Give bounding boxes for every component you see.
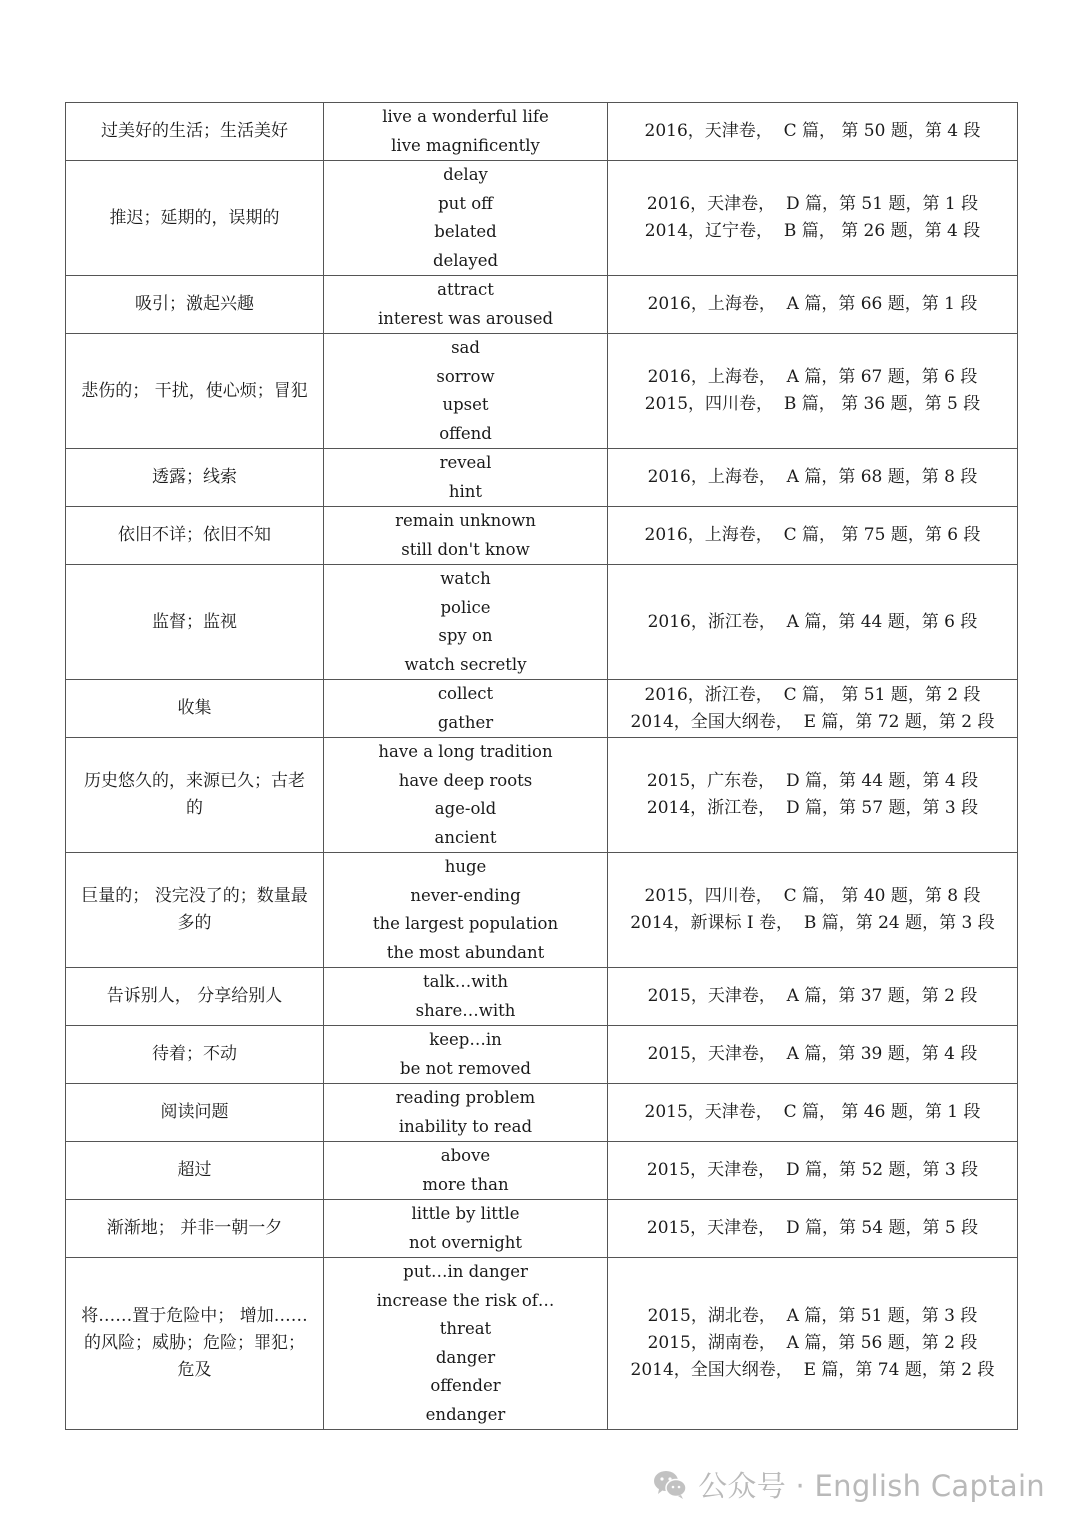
table-row <box>66 161 1018 276</box>
english-expression: keep…in <box>429 1030 502 1049</box>
english-expressions-cell <box>324 507 608 565</box>
table-row <box>66 276 1018 334</box>
chinese-meaning: 巨量的； 没完没了的；数量最多的 <box>81 886 308 933</box>
english-expression: never-ending <box>410 885 521 905</box>
table-row <box>66 103 1018 161</box>
english-expression: remain unknown <box>395 511 536 530</box>
english-expression: be not removed <box>400 1058 531 1078</box>
english-expressions-cell <box>324 1200 608 1258</box>
watermark-text: 公众号 · English Captain <box>698 1468 1045 1503</box>
chinese-meaning: 透露；线索 <box>152 467 237 487</box>
exam-source: 2016，浙江卷， A 篇，第 44 题，第 6 段 <box>647 611 978 632</box>
english-expressions-cell <box>324 276 608 334</box>
english-expression: upset <box>442 395 489 414</box>
source-cell <box>608 103 1018 161</box>
exam-source: 2014，全国大纲卷， E 篇，第 74 题，第 2 段 <box>630 1360 995 1380</box>
chinese-meaning-cell <box>66 1258 324 1430</box>
english-expressions-cell <box>324 968 608 1026</box>
vocabulary-table <box>65 102 1018 1430</box>
english-expression: have a long tradition <box>378 742 553 761</box>
exam-source: 2014，新课标 I 卷， B 篇，第 24 题，第 3 段 <box>630 913 995 933</box>
chinese-meaning-cell <box>66 738 324 853</box>
english-expression: inability to read <box>398 1116 533 1136</box>
exam-source: 2015，湖北卷， A 篇，第 51 题，第 3 段 <box>647 1306 978 1326</box>
chinese-meaning-cell <box>66 276 324 334</box>
english-expressions-cell <box>324 103 608 161</box>
english-expression: sorrow <box>436 366 495 386</box>
english-expression: interest was aroused <box>377 308 554 328</box>
chinese-meaning-cell <box>66 680 324 738</box>
english-expression: more than <box>422 1174 509 1194</box>
chinese-meaning-cell <box>66 1200 324 1258</box>
exam-source: 2016，浙江卷， C 篇， 第 51 题，第 2 段 <box>644 684 981 705</box>
english-expression: belated <box>434 222 497 241</box>
chinese-meaning-cell <box>66 853 324 968</box>
source-cell <box>608 1142 1018 1200</box>
chinese-meaning: 历史悠久的，来源已久；古老的 <box>84 771 305 818</box>
english-expression: hint <box>448 481 483 501</box>
english-expression: the largest population <box>372 914 559 933</box>
english-expressions-cell <box>324 449 608 507</box>
source-cell <box>608 853 1018 968</box>
chinese-meaning-cell <box>66 1084 324 1142</box>
english-expression: watch secretly <box>404 654 527 674</box>
english-expression: ancient <box>434 827 497 847</box>
english-expression: talk…with <box>423 972 508 991</box>
chinese-meaning: 推迟；延期的，误期的 <box>109 207 280 228</box>
table-row <box>66 853 1018 968</box>
english-expression: danger <box>435 1347 496 1367</box>
chinese-meaning-cell <box>66 334 324 449</box>
source-cell <box>608 738 1018 853</box>
exam-source: 2015，四川卷， B 篇， 第 36 题，第 5 段 <box>644 394 981 414</box>
english-expression: live a wonderful life <box>382 107 549 126</box>
english-expression: attract <box>437 280 494 299</box>
source-cell <box>608 276 1018 334</box>
english-expressions-cell <box>324 161 608 276</box>
chinese-meaning: 依旧不详；依旧不知 <box>118 525 271 545</box>
english-expressions-cell <box>324 853 608 968</box>
exam-source: 2016，上海卷， A 篇，第 67 题，第 6 段 <box>647 367 978 387</box>
english-expression: endanger <box>425 1404 506 1424</box>
source-cell <box>608 1258 1018 1430</box>
table-row <box>66 334 1018 449</box>
table-row <box>66 1142 1018 1200</box>
english-expressions-cell <box>324 1084 608 1142</box>
english-expression: reading problem <box>395 1088 536 1107</box>
exam-source: 2016，上海卷， A 篇，第 68 题，第 8 段 <box>647 467 978 487</box>
table-row <box>66 1026 1018 1084</box>
chinese-meaning-cell <box>66 1142 324 1200</box>
chinese-meaning: 监督；监视 <box>152 611 237 632</box>
exam-source: 2015，天津卷， A 篇，第 39 题，第 4 段 <box>647 1044 978 1064</box>
exam-source: 2016，上海卷， C 篇， 第 75 题，第 6 段 <box>644 525 981 545</box>
table-row <box>66 507 1018 565</box>
chinese-meaning: 告诉别人， 分享给别人 <box>106 986 283 1006</box>
table-row <box>66 968 1018 1026</box>
source-cell <box>608 968 1018 1026</box>
chinese-meaning: 吸引；激起兴趣 <box>135 294 254 314</box>
english-expression: sad <box>451 338 480 357</box>
english-expression: the most abundant <box>386 942 545 962</box>
chinese-meaning-cell <box>66 968 324 1026</box>
exam-source: 2015，湖南卷， A 篇，第 56 题，第 2 段 <box>647 1333 978 1353</box>
english-expression: delay <box>443 165 488 184</box>
exam-source: 2015，天津卷， C 篇， 第 46 题，第 1 段 <box>644 1102 981 1122</box>
english-expression: still don't know <box>401 539 530 559</box>
chinese-meaning: 收集 <box>177 698 212 718</box>
english-expression: age-old <box>434 799 497 818</box>
source-cell <box>608 1026 1018 1084</box>
table-row <box>66 1084 1018 1142</box>
english-expression: live magnificently <box>391 135 540 155</box>
english-expression: delayed <box>432 250 499 270</box>
english-expression: offend <box>439 423 492 443</box>
chinese-meaning-cell <box>66 449 324 507</box>
exam-source: 2015，天津卷， D 篇，第 54 题，第 5 段 <box>646 1218 979 1238</box>
table-row <box>66 565 1018 680</box>
source-cell <box>608 449 1018 507</box>
source-cell <box>608 161 1018 276</box>
chinese-meaning: 渐渐地； 并非一朝一夕 <box>106 1218 283 1238</box>
english-expression: increase the risk of… <box>376 1290 555 1310</box>
source-cell <box>608 565 1018 680</box>
english-expression: not overnight <box>408 1232 523 1252</box>
english-expression: reveal <box>439 453 492 472</box>
table-row <box>66 1258 1018 1430</box>
source-cell <box>608 1200 1018 1258</box>
english-expressions-cell <box>324 1258 608 1430</box>
source-cell <box>608 334 1018 449</box>
chinese-meaning: 悲伤的； 干扰，使心烦；冒犯 <box>81 380 308 401</box>
exam-source: 2016，天津卷， D 篇，第 51 题，第 1 段 <box>646 194 979 214</box>
english-expression: threat <box>439 1319 492 1338</box>
english-expression: have deep roots <box>398 770 533 790</box>
vocabulary-table-body <box>66 103 1018 1430</box>
chinese-meaning-cell <box>66 161 324 276</box>
table-row <box>66 738 1018 853</box>
exam-source: 2014，浙江卷， D 篇，第 57 题，第 3 段 <box>646 798 979 818</box>
chinese-meaning: 将……置于危险中； 增加……的风险；威胁；危险；罪犯；危及 <box>81 1306 308 1380</box>
english-expression: police <box>440 597 491 617</box>
english-expression: collect <box>437 684 494 703</box>
english-expressions-cell <box>324 334 608 449</box>
exam-source: 2016，天津卷， C 篇， 第 50 题，第 4 段 <box>644 121 981 141</box>
exam-source: 2015，天津卷， D 篇，第 52 题，第 3 段 <box>646 1160 979 1180</box>
english-expression: offender <box>430 1376 501 1395</box>
chinese-meaning: 阅读问题 <box>160 1102 229 1122</box>
english-expressions-cell <box>324 1142 608 1200</box>
english-expressions-cell <box>324 738 608 853</box>
chinese-meaning-cell <box>66 1026 324 1084</box>
exam-source: 2015，四川卷， C 篇， 第 40 题，第 8 段 <box>644 886 981 906</box>
watermark <box>652 1464 1045 1504</box>
chinese-meaning: 待着；不动 <box>152 1044 237 1064</box>
chinese-meaning: 超过 <box>177 1160 212 1180</box>
chinese-meaning: 过美好的生活；生活美好 <box>101 121 288 141</box>
exam-source: 2015，广东卷， D 篇，第 44 题，第 4 段 <box>646 771 979 791</box>
english-expression: gather <box>437 712 494 732</box>
english-expression: put…in danger <box>403 1262 528 1281</box>
english-expression: little by little <box>411 1204 520 1223</box>
exam-source: 2015，天津卷， A 篇，第 37 题，第 2 段 <box>647 986 978 1006</box>
english-expression: watch <box>440 569 491 588</box>
english-expression: huge <box>444 857 487 876</box>
english-expression: above <box>440 1146 491 1165</box>
table-row <box>66 680 1018 738</box>
table-row <box>66 1200 1018 1258</box>
english-expression: spy on <box>438 626 493 645</box>
english-expressions-cell <box>324 680 608 738</box>
exam-source: 2014，全国大纲卷， E 篇，第 72 题，第 2 段 <box>630 711 995 732</box>
chinese-meaning-cell <box>66 507 324 565</box>
source-cell <box>608 1084 1018 1142</box>
exam-source: 2016，上海卷， A 篇，第 66 题，第 1 段 <box>647 294 978 314</box>
table-row <box>66 449 1018 507</box>
english-expression: share…with <box>415 1000 516 1020</box>
exam-source: 2014，辽宁卷， B 篇， 第 26 题，第 4 段 <box>644 221 981 241</box>
english-expressions-cell <box>324 565 608 680</box>
wechat-icon <box>652 1468 688 1500</box>
english-expression: put off <box>438 193 493 213</box>
source-cell <box>608 507 1018 565</box>
chinese-meaning-cell <box>66 565 324 680</box>
chinese-meaning-cell <box>66 103 324 161</box>
source-cell <box>608 680 1018 738</box>
english-expressions-cell <box>324 1026 608 1084</box>
